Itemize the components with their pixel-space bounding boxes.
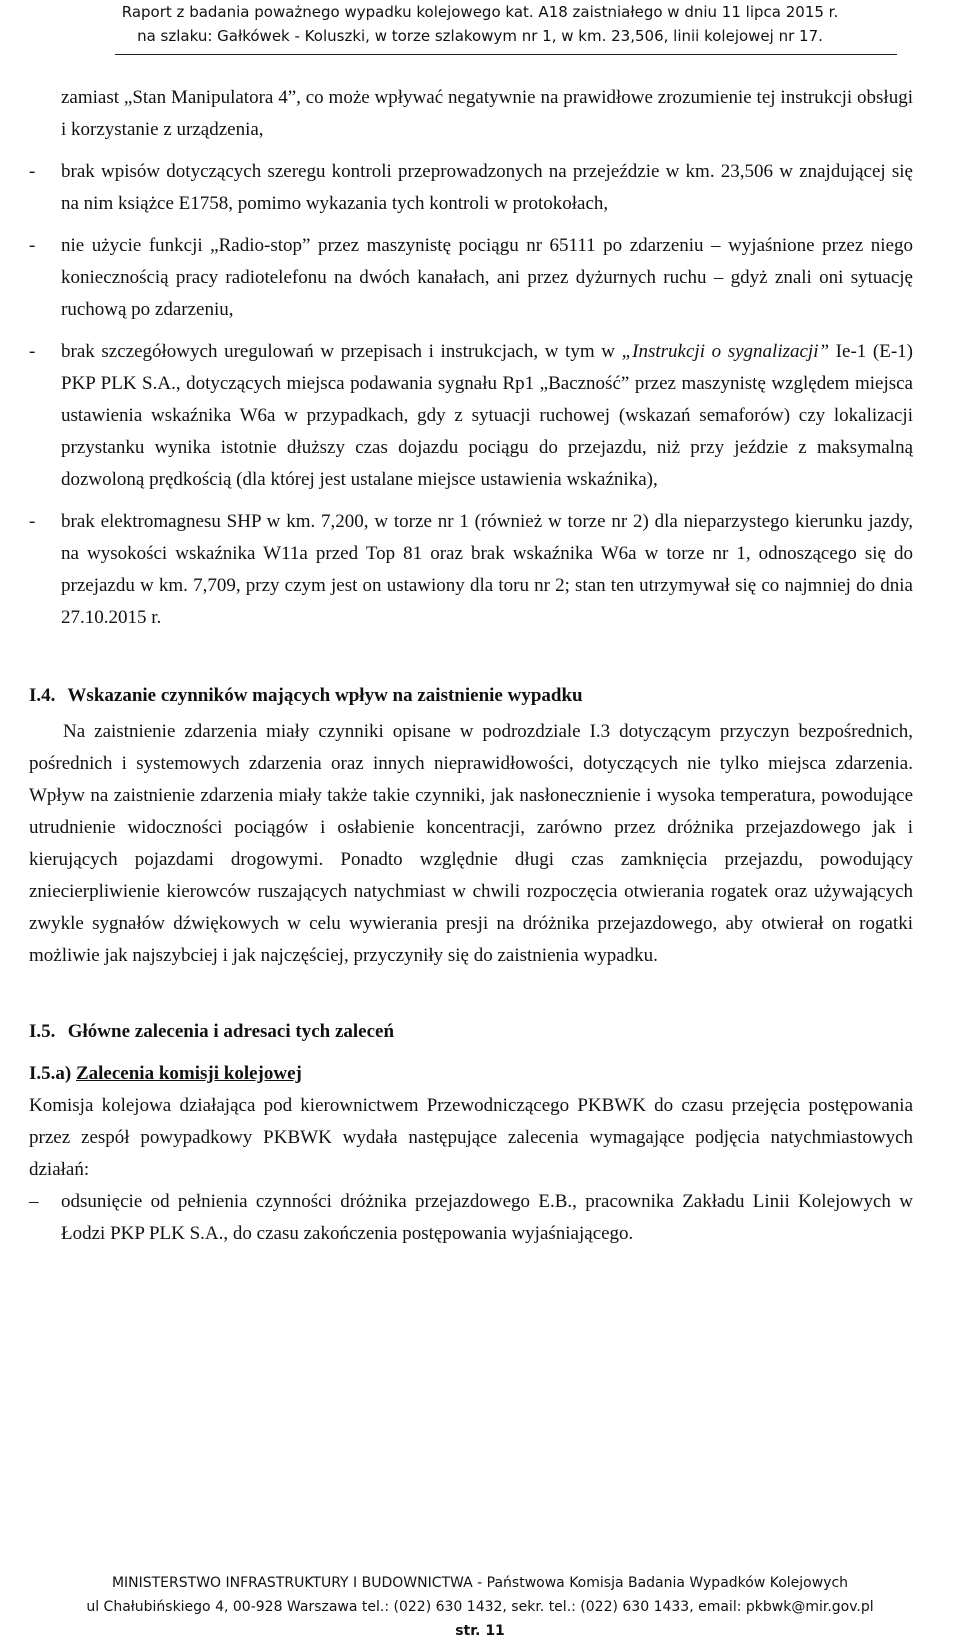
bullet-text: brak wpisów dotyczących szeregu kontroli przeprowadzonych na przejeździe w km. 23,506 w znajdującej się na nim książce E1758, pomimo wykazania tych kontroli w protokołach, [61,161,913,214]
page-footer [0,1571,960,1643]
bullet-item [0,156,960,220]
bullet-item [0,506,960,634]
header-report-title: Raport z badania poważnego wypadku kolejowego kat. A18 zaistniałego w dniu 11 lipca 2015 r. [121,3,839,21]
footer-address: ul Chałubińskiego 4, 00-928 Warszawa tel.: (022) 630 1432, sekr. tel.: (022) 630 1433, email: pkbwk@mir.gov.pl [86,1599,874,1615]
bullet-mark: - [29,511,36,532]
bullet-text-italic: „Instrukcji o sygnalizacji” [621,341,830,362]
section-heading-i4 [0,680,960,712]
bullet-text: brak elektromagnesu SHP w km. 7,200, w torze nr 1 (również w torze nr 2) dla nieparzystego kierunku jazdy, na wysokości wskaźnika W11a przed Top 81 oraz brak wskaźnika W6a w torze nr 1, odnoszącego się do przejazdu w km. 7,709, przy czym jest on ustawiony dla toru nr 2; stan ten utrzymywał się co najmniej do dnia 27.10.2015 r. [61,511,913,628]
bullet-item [0,230,960,326]
subsection-number: I.5.a) [29,1063,72,1084]
dash-mark: – [29,1191,39,1212]
spacer [0,634,960,672]
bullet-text-start: brak szczegółowych uregulowań w przepisach i instrukcjach, w tym w [61,341,622,362]
footer-institution: MINISTERSTWO INFRASTRUKTURY I BUDOWNICTWA - Państwowa Komisja Badania Wypadków Kolejowych [111,1575,849,1591]
section-heading-i5 [0,1016,960,1048]
subsection-title: Zalecenia komisji kolejowej [75,1063,302,1084]
recommendation-text: odsunięcie od pełnienia czynności dróżnika przejazdowego E.B., pracownika Zakładu Linii Kolejowych w Łodzi PKP PLK S.A., do czasu zakończenia postępowania wyjaśniającego. [61,1191,913,1244]
page-number: str. 11 [455,1623,505,1639]
section-number: I.5. [29,1021,56,1042]
recommendation-item [0,1186,960,1250]
bullet-text: nie użycie funkcji „Radio-stop” przez maszynistę pociągu nr 65111 po zdarzeniu – wyjaśnione przez niego koniecznością pracy radiotelefonu na dwóch kanałach, ani przez dyżurnych ruchu – gdyż znali oni sytuację ruchową po zdarzeniu, [61,235,913,320]
subsection-body-text: Komisja kolejowa działająca pod kierownictwem Przewodniczącego PKBWK do czasu przejęcia postępowania przez zespół powypadkowy PKBWK wydała następujące zalecenia wymagające podjęcia natychmiastowych działań: [29,1095,913,1180]
bullet-mark: - [29,341,36,362]
header-divider [115,54,897,55]
section-title: Wskazanie czynników mających wpływ na zaistnienie wypadku [67,685,583,706]
continuation-text: zamiast „Stan Manipulatora 4”, co może wpływać negatywnie na prawidłowe zrozumienie tej instrukcji obsługi i korzystanie z urządzenia, [61,87,913,140]
bullet-item [0,336,960,496]
spacer [0,972,960,1010]
section-body-text: Na zaistnienie zdarzenia miały czynniki opisane w podrozdziale I.3 dotyczącym przyczyn bezpośrednich, pośrednich i systemowych zdarzenia oraz innych nieprawidłowości, dotyczących nie tylko miejsca zdarzenia. Wpływ na zaistnienie zdarzenia miały także takie czynniki, jak nasłonecznienie i wysoka temperatura, powodujące utrudnienie widoczności pociągów i osłabienie koncentracji, zarówno przez dróżnika przejazdowego jak i kierujących pojazdami drogowymi. Ponadto względnie długi czas zamknięcia przejazdu, powodujący zniecierpliwienie kierowców ruszających natychmiast w chwili rozpoczęcia otwierania rogatek oraz używających zwykle sygnałów dźwiękowych w celu wywierania presji na dróżnika przejazdowego, aby otwierał on rogatki możliwie jak najszybciej i jak najczęściej, przyczyniły się do zaistnienia wypadku. [29,721,913,966]
continuation-paragraph [0,82,960,146]
document-body [0,82,960,1250]
section-number: I.4. [29,685,56,706]
header-location: na szlaku: Gałkówek - Koluszki, w torze szlakowym nr 1, w km. 23,506, linii kolejowej nr 17. [137,27,823,45]
subsection-heading-i5a [0,1058,960,1090]
section-i4-body [0,716,960,972]
section-title: Główne zalecenia i adresaci tych zaleceń [67,1021,395,1042]
bullet-mark: - [29,161,36,182]
subsection-i5a-body [0,1090,960,1186]
bullet-text-end: Ie-1 (E-1) PKP PLK S.A., dotyczących miejsca podawania sygnału Rp1 „Baczność” przez maszynistę względem miejsca ustawienia wskaźnika W6a w przypadkach, gdy z sytuacji ruchowej (wskazań semaforów) czy lokalizacji przystanku wynika istotnie dłuższy czas dojazdu pociągu do przejazdu, niż przy jeździe z maksymalną dozwoloną prędkością (dla której jest ustalane miejsce ustawienia wskaźnika), [61,341,913,490]
bullet-mark: - [29,235,36,256]
page-header [0,0,960,48]
